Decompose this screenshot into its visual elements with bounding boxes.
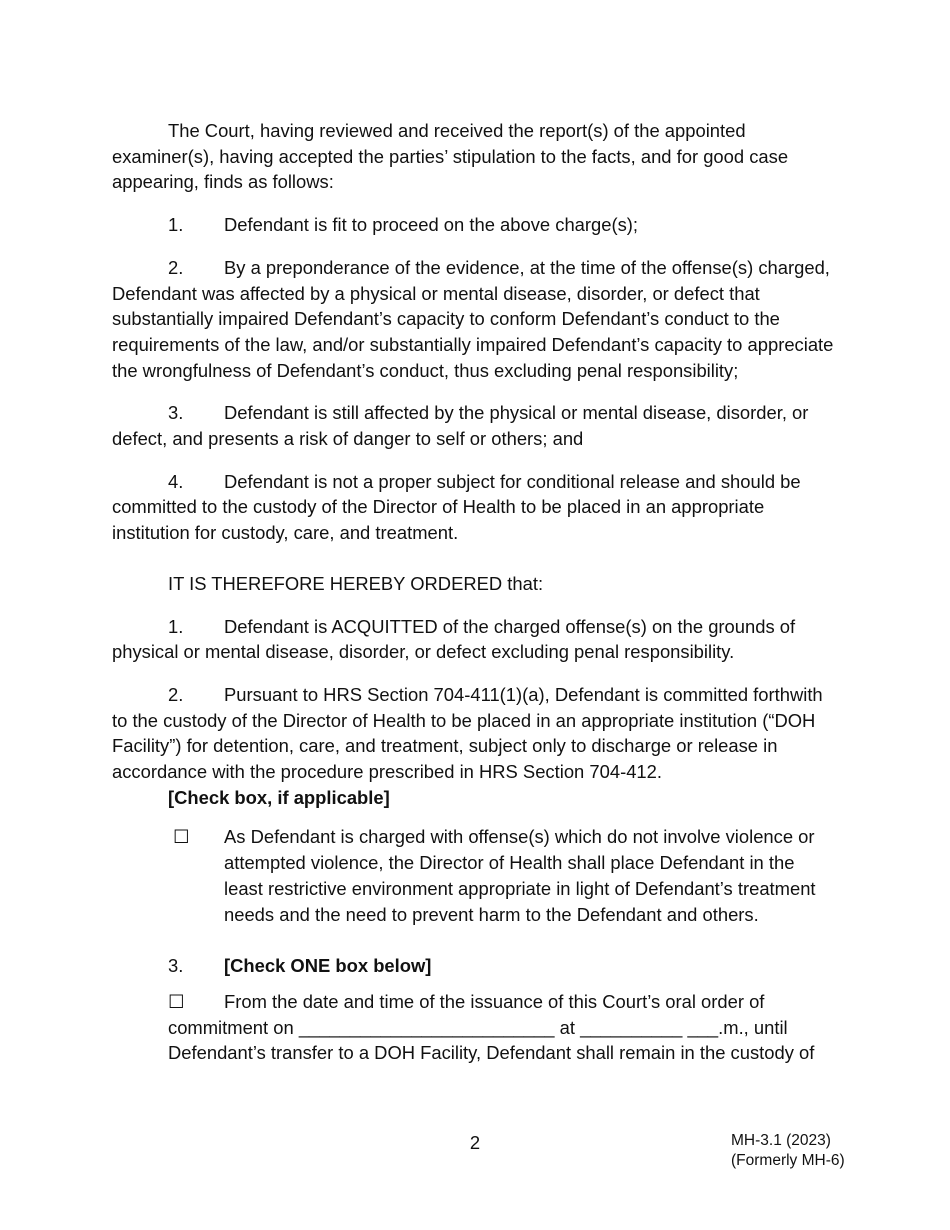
finding-text: Defendant is not a proper subject for conditional release and should be committed to the custody of the Director of Health to be placed in an appropriate institution for custody, care, and treatment. bbox=[112, 470, 801, 544]
order-number: 2. bbox=[168, 683, 184, 705]
check-if-applicable-label bbox=[168, 785, 837, 811]
order-2 bbox=[112, 682, 837, 785]
option-a bbox=[168, 989, 837, 1066]
order-text: Pursuant to HRS Section 704-411(1)(a), Defendant is committed forthwith to the custody of the Director of Health to be placed in an appropriate institution (“DOH Facility”) for detention, care, and treatment, subject only to discharge or release in accordance with the procedure prescribed in HRS Section 704-412. bbox=[112, 683, 823, 783]
finding-2 bbox=[112, 255, 837, 384]
finding-text: Defendant is fit to proceed on the above charge(s); bbox=[224, 214, 639, 236]
finding-text: By a preponderance of the evidence, at the time of the offense(s) charged, Defendant was affected by a physical or mental disease, disorder, or defect that substantially impaired Defendant’s capacity to conform Defendant’s conduct to the requirements of the law, and/or substantially impaired Defendant’s capacity to appreciate the wrongfulness of Defendant’s conduct, thus excluding penal responsibility; bbox=[112, 256, 834, 381]
finding-1 bbox=[112, 212, 837, 238]
order-1 bbox=[112, 614, 837, 665]
check-if-applicable-text: [Check box, if applicable] bbox=[168, 786, 390, 808]
order-text: Defendant is ACQUITTED of the charged offense(s) on the grounds of physical or mental disease, disorder, or defect excluding penal responsibility. bbox=[112, 615, 796, 663]
finding-number: 1. bbox=[168, 214, 184, 236]
document-body bbox=[112, 118, 837, 1066]
finding-3 bbox=[112, 400, 837, 451]
nonviolent-option-text: As Defendant is charged with offense(s) which do not involve violence or attempted violence, the Director of Health shall place Defendant in the least restrictive environment appropriate in light of Defendant’s treatment needs and the need to prevent harm to the Defendant and others. bbox=[224, 826, 816, 925]
order-3 bbox=[168, 953, 837, 979]
finding-number: 3. bbox=[168, 402, 184, 424]
finding-4 bbox=[112, 469, 837, 546]
nonviolent-option bbox=[112, 824, 837, 927]
order-number: 1. bbox=[168, 615, 184, 637]
form-id-former: (Formerly MH-6) bbox=[731, 1152, 845, 1169]
nonviolent-checkbox[interactable]: ☐ bbox=[173, 826, 190, 848]
intro-paragraph: The Court, having reviewed and received the report(s) of the appointed examiner(s), having accepted the parties’ stipulation to the facts, and for good case appearing, finds as follows: bbox=[112, 120, 789, 193]
finding-number: 2. bbox=[168, 256, 184, 278]
form-id bbox=[731, 1131, 845, 1171]
form-id-current: MH-3.1 (2023) bbox=[731, 1132, 831, 1149]
order-heading: IT IS THEREFORE HEREBY ORDERED that: bbox=[168, 572, 544, 594]
finding-number: 4. bbox=[168, 470, 184, 492]
order-3-label: [Check ONE box below] bbox=[224, 955, 432, 977]
option-a-text: From the date and time of the issuance of this Court’s oral order of commitment on _________________________ at __________ ___.m., until Defendant’s transfer to a DOH Facility, Defendant shall remain in the custody of bbox=[168, 990, 815, 1064]
page-number: 2 bbox=[469, 1132, 481, 1153]
finding-text: Defendant is still affected by the physical or mental disease, disorder, or defect, and presents a risk of danger to self or others; and bbox=[112, 402, 809, 450]
order-number: 3. bbox=[168, 955, 184, 977]
option-a-checkbox[interactable]: ☐ bbox=[168, 990, 185, 1012]
